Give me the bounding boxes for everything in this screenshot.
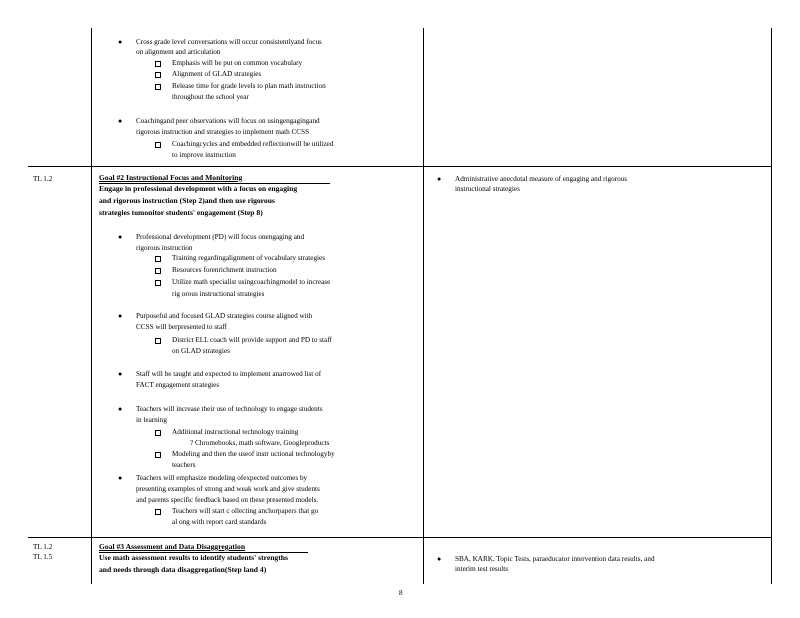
sub-bullet-text: Release time for grade levels to plan math instruction bbox=[172, 82, 326, 90]
bullet-text: presenting examples of strong and weak work and give students bbox=[136, 485, 320, 493]
bullet-text: rigorous instruction and strategies to implement math CCSS bbox=[136, 128, 310, 136]
sub-bullet-text: ? Chromebooks, math software, Googleproducts bbox=[190, 439, 330, 447]
goal-text: and needs through data disaggregation(Step land 4) bbox=[99, 565, 267, 574]
sub-bullet-marker bbox=[155, 72, 161, 78]
bullet-text: in learning bbox=[136, 416, 167, 424]
sub-bullet-marker bbox=[155, 452, 161, 458]
sub-bullet-text: Coachingcycles and embedded reflectionwill be utilized bbox=[172, 140, 334, 148]
goal-heading: Goal #3 Assessment and Data Disaggregation bbox=[99, 542, 246, 551]
bullet-text: Teachers will increase their use of technology to engage students bbox=[136, 405, 323, 413]
page-number: 8 bbox=[399, 589, 403, 597]
sub-bullet-text: on GLAD strategies bbox=[172, 347, 230, 355]
bullet-marker: ● bbox=[118, 117, 123, 125]
middle-column-border bbox=[423, 28, 424, 584]
sub-bullet-text: Resources forenrichment instruction bbox=[172, 266, 277, 274]
sub-bullet-marker bbox=[155, 509, 161, 515]
evidence-text: SBA, KARK, Topic Tests, paraeducator intervention data results, and bbox=[455, 555, 655, 563]
bullet-text: Teachers will emphasize modeling ofexpected outcomes by bbox=[136, 474, 308, 482]
sub-bullet-marker bbox=[155, 256, 161, 262]
sub-bullet-text: teachers bbox=[172, 461, 196, 469]
row-divider bbox=[28, 166, 772, 167]
evidence-text: interim test results bbox=[455, 565, 509, 573]
bullet-text: Cross grade level conversations will occur consistentlyand focus bbox=[136, 38, 322, 46]
bullet-marker: ● bbox=[118, 38, 123, 46]
evidence-text: Administrative anecdotal measure of engaging and rigorous bbox=[455, 175, 628, 183]
bullet-marker: ● bbox=[118, 312, 123, 320]
bullet-text: Purposeful and focused GLAD strategies course aligned with bbox=[136, 312, 313, 320]
sub-bullet-text: Emphasis will be put on common vocabulary bbox=[172, 59, 303, 67]
bullet-marker: ● bbox=[118, 370, 123, 378]
bullet-text: Coachingand peer observations will focus on usingengagingand bbox=[136, 117, 320, 125]
sub-bullet-text: Training regardingalignment of vocabulary strategies bbox=[172, 254, 326, 262]
row-divider-2 bbox=[28, 537, 772, 538]
sub-bullet-text: Utilize math specialist usingcoachingmodel to increase bbox=[172, 278, 331, 286]
bullet-text: Staff will be taught and expected to implement anarrowed list of bbox=[136, 370, 322, 378]
sub-bullet-marker bbox=[155, 268, 161, 274]
bullet-text: CCSS will berpresented to staff bbox=[136, 323, 227, 331]
sub-bullet-marker bbox=[155, 61, 161, 67]
sub-bullet-text: to improve instruction bbox=[172, 151, 236, 159]
sub-bullet-marker bbox=[155, 338, 161, 344]
goal-text: and rigorous instruction (Step 2)and then use rigorous bbox=[99, 196, 275, 205]
sub-bullet-text: District ELL coach will provide support and PD to staff bbox=[172, 336, 332, 344]
left-table-border bbox=[91, 28, 92, 584]
standard-code: TL 1.2 bbox=[33, 543, 53, 551]
bullet-text: and parents specific feedback based on these presented models. bbox=[136, 496, 319, 504]
bullet-text: on alignment and articulation bbox=[136, 48, 221, 56]
bullet-text: Professional development (PD) will focus onengaging and bbox=[136, 233, 305, 241]
sub-bullet-text: Teachers will start c ollecting anchorpapers that go bbox=[172, 507, 319, 515]
evidence-text: instructional strategies bbox=[455, 185, 520, 193]
standard-code: TL 1.2 bbox=[33, 175, 53, 183]
sub-bullet-text: Additional instructional technology training bbox=[172, 428, 299, 436]
sub-bullet-text: al ong with report card standards bbox=[172, 518, 267, 526]
sub-bullet-marker bbox=[155, 430, 161, 436]
sub-bullet-text: throughout the school year bbox=[172, 93, 249, 101]
sub-bullet-text: Modeling and then the useof instr uctional technologyby bbox=[172, 450, 335, 458]
bullet-marker: ● bbox=[437, 175, 442, 183]
bullet-marker: ● bbox=[118, 233, 123, 241]
right-table-border bbox=[771, 28, 772, 584]
goal-heading: Goal #2 Instructional Focus and Monitoring bbox=[99, 173, 243, 182]
bullet-marker: ● bbox=[118, 474, 123, 482]
sub-bullet-marker bbox=[155, 84, 161, 90]
bullet-marker: ● bbox=[437, 555, 442, 563]
bullet-text: rigorous instruction bbox=[136, 244, 193, 252]
sub-bullet-text: Alignment of GLAD strategies bbox=[172, 70, 262, 78]
bullet-marker: ● bbox=[118, 405, 123, 413]
sub-bullet-marker bbox=[155, 280, 161, 286]
goal-text: Use math assessment results to identify students' strengths bbox=[99, 553, 288, 562]
standard-code: TL 1.5 bbox=[33, 553, 53, 561]
bullet-text: FACT engagement strategies bbox=[136, 381, 220, 389]
goal-text: Engage in professional development with a focus on engaging bbox=[99, 184, 298, 193]
sub-bullet-marker bbox=[155, 142, 161, 148]
sub-bullet-text: rig orous instructional strategies bbox=[172, 290, 265, 298]
goal-text: strategies tomonitor students' engagement (Step 8) bbox=[99, 208, 263, 217]
